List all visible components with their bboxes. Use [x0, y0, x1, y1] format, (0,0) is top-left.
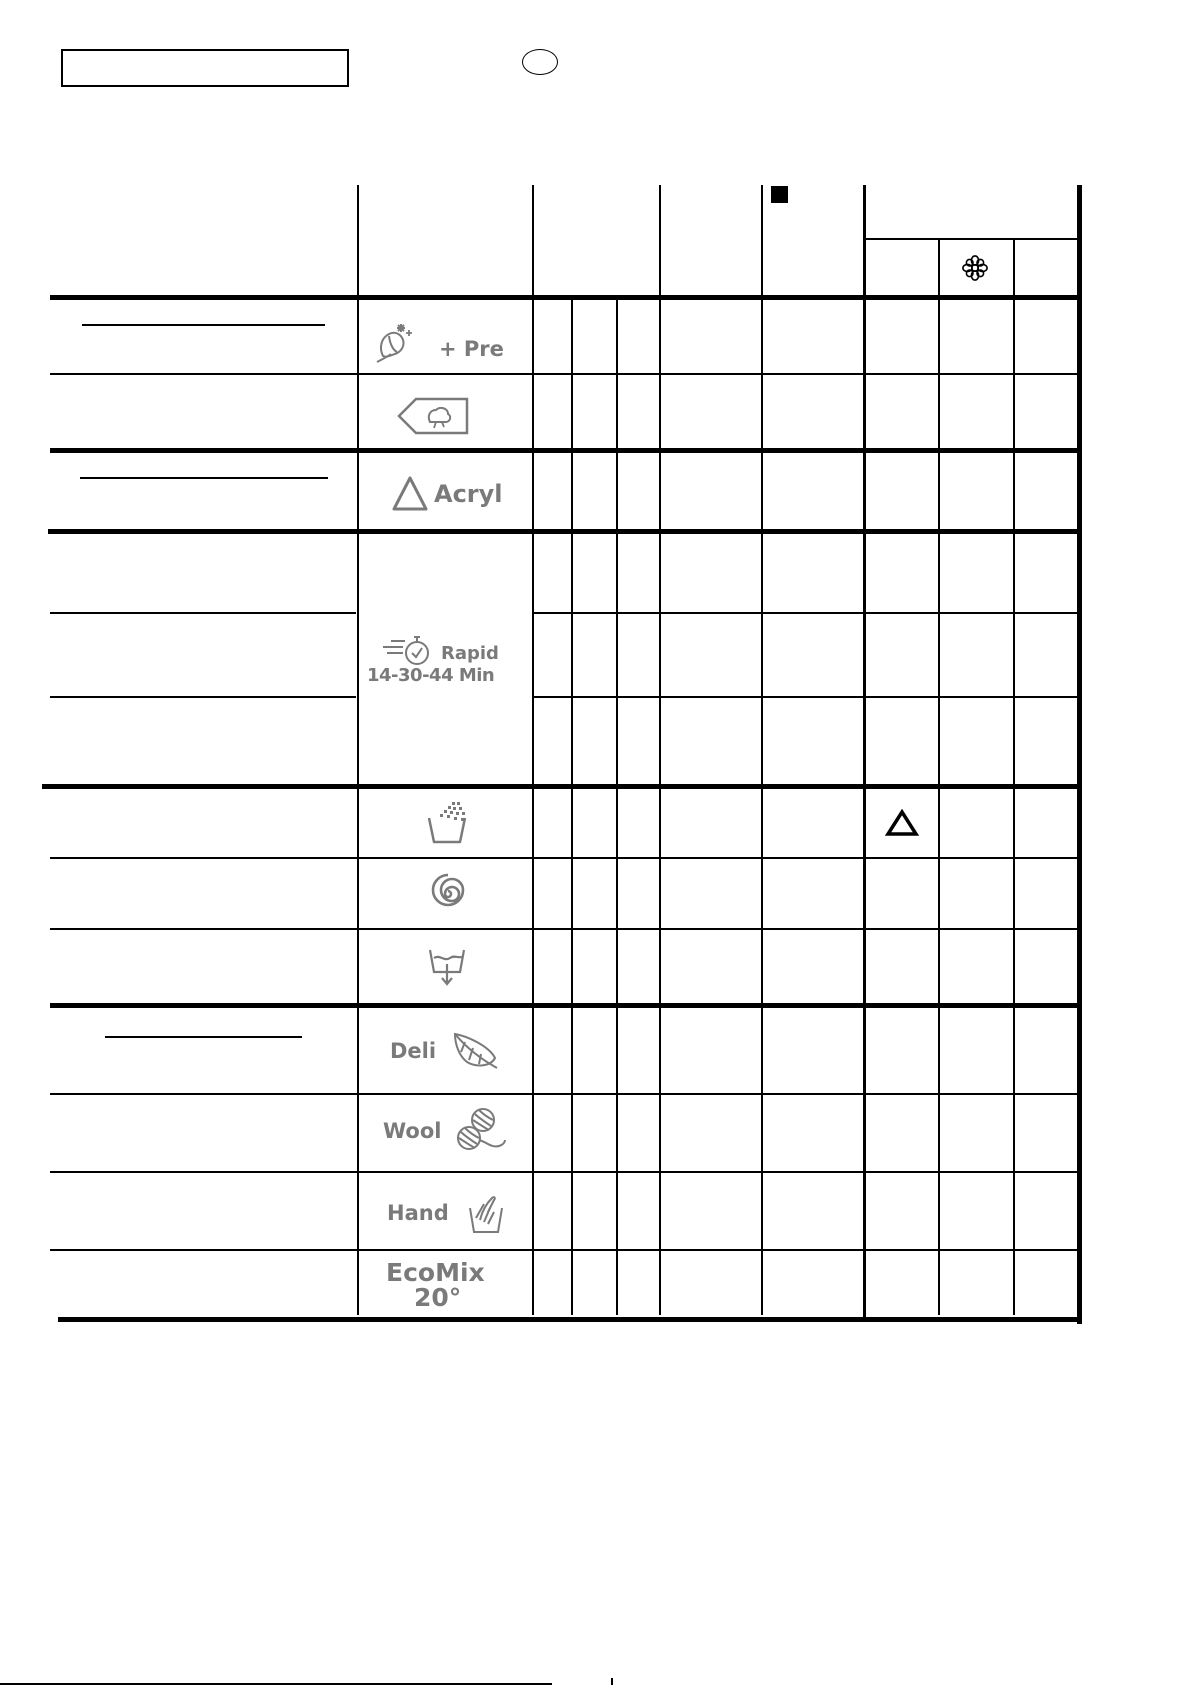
- header-subline: [865, 238, 1078, 240]
- cotton-tag-icon: [396, 396, 470, 436]
- hand-wash-icon: [466, 1190, 504, 1236]
- drain-tub-icon: [426, 944, 468, 990]
- rinse-shower-icon: [424, 800, 468, 846]
- col-divider: [659, 185, 661, 1315]
- wool-yarn-icon: [455, 1106, 509, 1154]
- col-divider: [938, 238, 940, 1315]
- group-separator: [50, 1003, 1080, 1008]
- flower-softener-icon: [960, 253, 990, 283]
- program-sublabel: 14-30-44 Min: [367, 665, 495, 686]
- black-square-icon: [771, 186, 788, 203]
- row-separator: [50, 1171, 1078, 1173]
- program-label: Hand: [387, 1201, 449, 1225]
- acrylic-triangle-icon: [392, 474, 432, 514]
- program-label: + Pre: [439, 337, 504, 361]
- footer-mark: [611, 1678, 613, 1685]
- group-separator: [50, 295, 1080, 300]
- row-separator: [50, 696, 356, 698]
- col-divider: [761, 185, 763, 1315]
- program-label: EcoMix: [386, 1258, 485, 1287]
- col-divider: [863, 185, 866, 1317]
- delicate-feather-icon: [449, 1030, 501, 1072]
- rapid-stopwatch-icon: [381, 633, 433, 667]
- table-bottom-border: [58, 1317, 1082, 1322]
- table-right-border: [1077, 185, 1082, 1324]
- row-separator: [50, 373, 1078, 375]
- program-label: Rapid: [441, 643, 499, 664]
- group-separator: [42, 784, 1080, 789]
- row-separator: [50, 857, 1078, 859]
- title-box: [61, 49, 349, 87]
- row-separator: [50, 1249, 1078, 1251]
- group-separator: [50, 448, 1080, 453]
- group-separator: [48, 529, 1080, 534]
- row-separator: [50, 1093, 1078, 1095]
- warning-triangle-icon: [885, 809, 919, 837]
- language-badge: [522, 49, 558, 75]
- program-sublabel: 20°: [414, 1283, 462, 1312]
- spin-spiral-icon: [426, 872, 470, 916]
- fabric-heading-underline: [82, 324, 325, 326]
- fabric-heading-underline: [105, 1036, 302, 1038]
- program-label: Acryl: [434, 480, 503, 508]
- program-label: Deli: [390, 1039, 437, 1063]
- cotton-prewash-icon: [375, 322, 435, 364]
- row-separator: [533, 696, 1078, 698]
- fabric-heading-underline: [80, 477, 328, 479]
- col-divider: [532, 185, 534, 1315]
- footer-line: [0, 1683, 552, 1685]
- col-divider: [357, 185, 359, 1315]
- program-label: Wool: [383, 1119, 442, 1143]
- row-separator: [50, 928, 1078, 930]
- row-separator: [50, 612, 356, 614]
- col-divider: [1013, 238, 1015, 1315]
- row-separator: [533, 612, 1078, 614]
